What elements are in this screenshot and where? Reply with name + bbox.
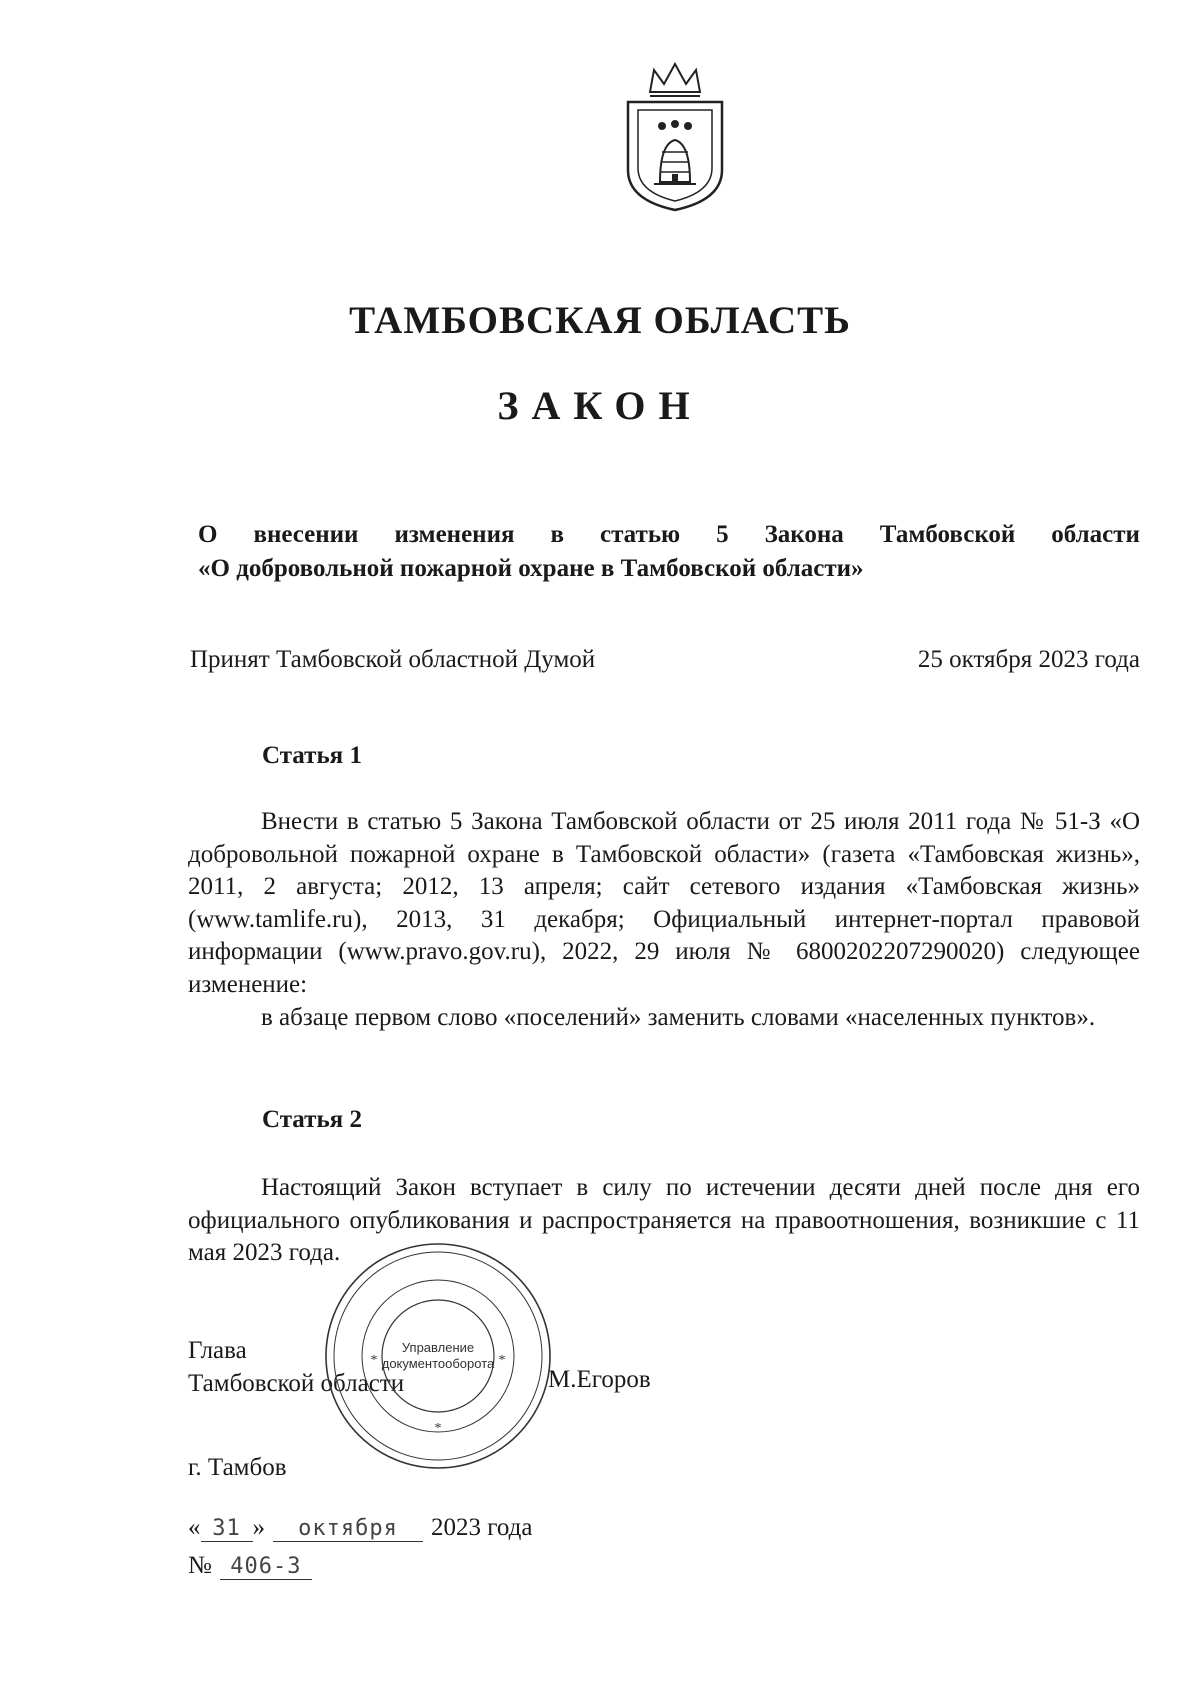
signatory-name: М.Егоров	[548, 1366, 651, 1393]
law-title-word: статью	[600, 521, 681, 548]
law-title	[198, 518, 1140, 586]
article-2-paragraph: Настоящий Закон вступает в силу по истечении десяти дней после дня его официального опубликования и распространяется на правоотношения, возникшие с 11 мая 2023 года.	[188, 1174, 1140, 1266]
adoption-info	[190, 646, 1140, 674]
coat-of-arms-icon	[620, 60, 730, 215]
official-stamp-icon	[322, 1240, 554, 1472]
issue-year: 2023 года	[431, 1514, 533, 1541]
adopted-date: 25 октября 2023 года	[917, 646, 1140, 673]
svg-text:*: *	[434, 1421, 442, 1436]
article-1-text	[188, 806, 1140, 1001]
svg-text:*: *	[370, 1353, 378, 1368]
issue-day: 31	[201, 1516, 253, 1542]
law-title-word: изменения	[394, 521, 515, 548]
number-value: 406-З	[220, 1554, 312, 1580]
svg-text:*: *	[498, 1353, 506, 1368]
quote-open: «	[188, 1514, 201, 1541]
law-title-line-1	[198, 518, 1140, 552]
issue-date	[188, 1514, 532, 1542]
law-number	[188, 1552, 312, 1580]
adopted-by: Принят Тамбовской областной Думой	[190, 646, 596, 673]
article-1-amendment	[188, 1002, 1140, 1035]
issue-month: октября	[273, 1516, 423, 1542]
region-title: ТАМБОВСКАЯ ОБЛАСТЬ	[349, 299, 851, 342]
stamp-center-line-1: Управление	[401, 1340, 475, 1355]
article-2-heading: Статья 2	[262, 1106, 362, 1133]
article-1-paragraph: Внести в статью 5 Закона Тамбовской области от 25 июля 2011 года № 51-З «О добровольной пожарной охране в Тамбовской области» (газета «Тамбовская жизнь», 2011, 2 августа; 2012, 13 апреля; сайт сетевого издания «Тамбовская жизнь» (www.tamlife.ru), 2013, 31 декабря; Официальный интернет-портал правовой информации (www.pravo.gov.ru), 2022, 29 июля № 6800202207290020) следующее изменение:	[188, 808, 1140, 998]
law-title-word: Тамбовской	[879, 521, 1016, 548]
law-title-word: внесении	[253, 521, 359, 548]
document-type: ЗАКОН	[497, 383, 703, 428]
law-title-word: О	[198, 521, 218, 548]
law-title-word: области	[1051, 521, 1140, 548]
article-1-heading: Статья 1	[262, 742, 362, 769]
law-title-word: в	[550, 521, 565, 548]
article-1-amendment-paragraph: в абзаце первом слово «поселений» заменить словами «населенных пунктов».	[261, 1004, 1096, 1031]
place-of-signing: г. Тамбов	[188, 1454, 287, 1481]
stamp-center-line-2: документооборота	[381, 1356, 495, 1371]
number-prefix: №	[188, 1552, 212, 1579]
law-title-word: Закона	[764, 521, 844, 548]
law-title-word: 5	[716, 521, 729, 548]
signatory-title-line-1: Глава	[188, 1337, 247, 1364]
signatory-title-line-2: Тамбовской области	[188, 1370, 405, 1397]
law-title-line-2: «О добровольной пожарной охране в Тамбовской области»	[198, 555, 864, 582]
quote-close: »	[252, 1514, 265, 1541]
